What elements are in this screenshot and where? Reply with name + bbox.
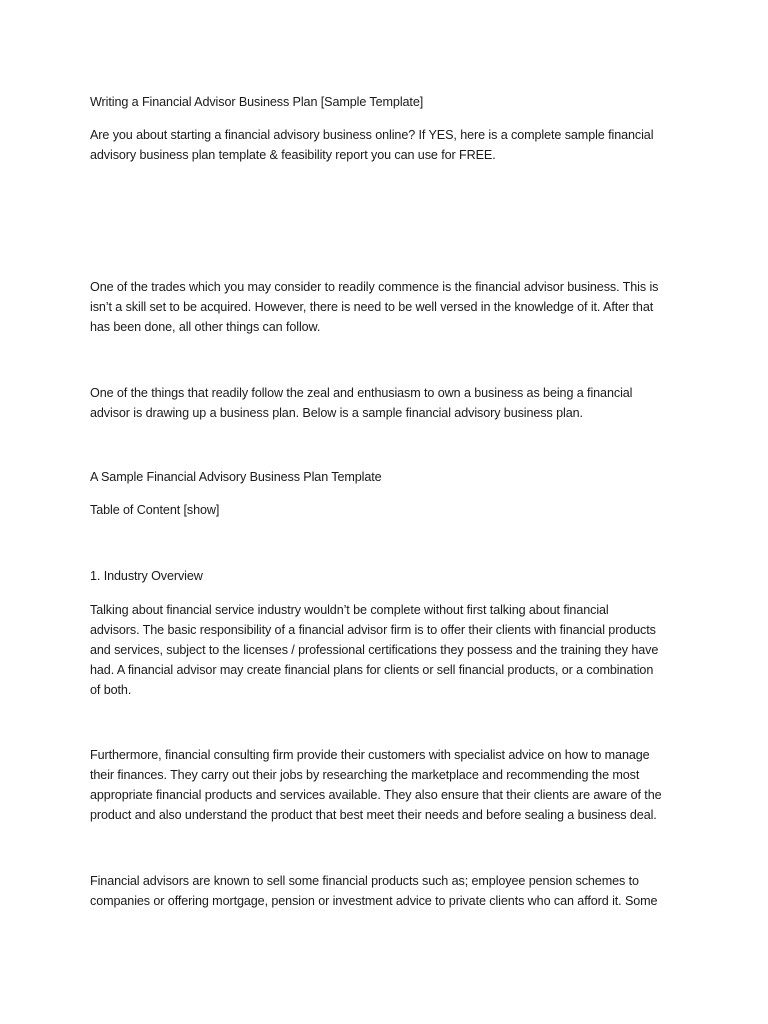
table-of-content-toggle[interactable]: Table of Content [show] (90, 503, 220, 517)
sample-heading: A Sample Financial Advisory Business Plan Template (90, 470, 382, 484)
zeal-paragraph: One of the things that readily follow the zeal and enthusiasm to own a business as being a financial advisor is drawing up a business plan. Below is a sample financial advisory business plan. (90, 386, 633, 420)
furthermore-paragraph: Furthermore, financial consulting firm provide their customers with specialist advice on how to manage their finances. They carry out their jobs by researching the marketplace and recommending the most appropriate financial products and services available. They also ensure that their clients are aware of the product and also understand the product that best meet their needs and before sealing a business deal. (90, 748, 662, 822)
intro-paragraph: Are you about starting a financial advisory business online? If YES, here is a complete sample financial advisory business plan template & feasibility report you can use for FREE. (90, 128, 654, 162)
talking-paragraph: Talking about financial service industry wouldn’t be complete without first talking about financial advisors. The basic responsibility of a financial advisor firm is to offer their clients with financial products and services, subject to the licenses / professional certifications they possess and the training they have had. A financial advisor may create financial plans for clients or sell financial products, or a combination of both. (90, 603, 659, 697)
document-title: Writing a Financial Advisor Business Plan [Sample Template] (90, 95, 424, 109)
section-1-heading: 1. Industry Overview (90, 569, 203, 583)
trades-paragraph: One of the trades which you may consider to readily commence is the financial advisor business. This is isn’t a skill set to be acquired. However, there is need to be well versed in the knowledge of it. After that has been done, all other things can follow. (90, 280, 659, 334)
known-paragraph: Financial advisors are known to sell some financial products such as; employee pension schemes to companies or offering mortgage, pension or investment advice to private clients who can afford it. Some (90, 874, 658, 908)
